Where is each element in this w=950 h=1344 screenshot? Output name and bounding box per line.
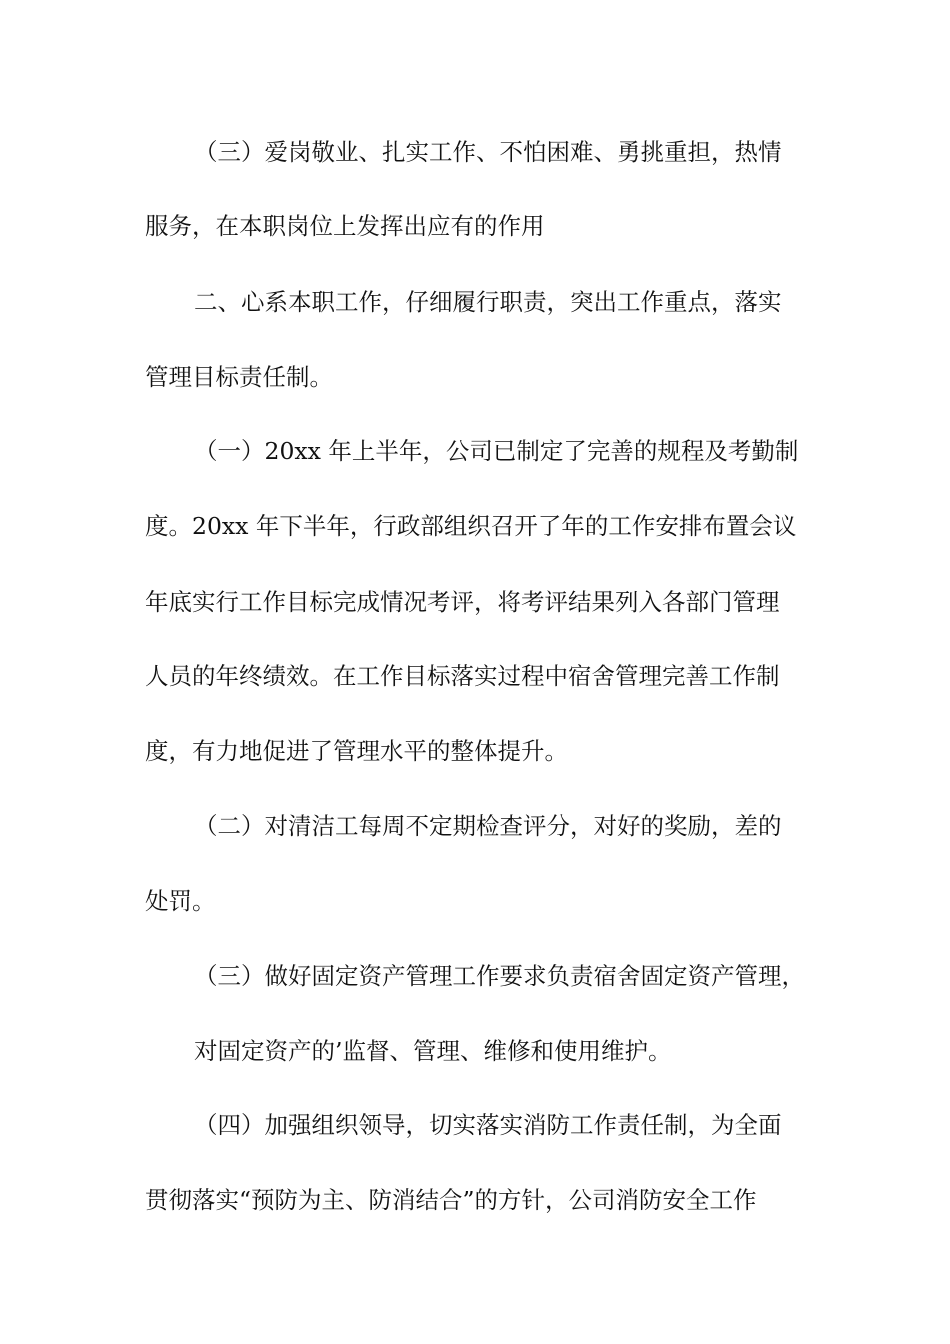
text-line: 二、心系本职工作，仔细履行职责，突出工作重点，落实 bbox=[194, 288, 782, 316]
text-line: 贯彻落实“预防为主、防消结合”的方针，公司消防安全工作 bbox=[145, 1186, 757, 1214]
text-line: 年底实行工作目标完成情况考评，将考评结果列入各部门管理 bbox=[145, 588, 780, 616]
text-line: （三）爱岗敬业、扎实工作、不怕困难、勇挑重担，热情 bbox=[194, 138, 782, 166]
text-line: （四）加强组织领导，切实落实消防工作责任制，为全面 bbox=[194, 1111, 782, 1139]
text-line: （三）做好固定资产管理工作要求负责宿舍固定资产管理， bbox=[194, 962, 805, 990]
text-line: 度。20xx 年下半年，行政部组织召开了年的工作安排布置会议 bbox=[145, 512, 797, 540]
text-line: 管理目标责任制。 bbox=[145, 363, 333, 391]
text-line: 处罚。 bbox=[145, 887, 216, 915]
text-line: 度，有力地促进了管理水平的整体提升。 bbox=[145, 737, 568, 765]
text-line: （二）对清洁工每周不定期检查评分，对好的奖励，差的 bbox=[194, 812, 782, 840]
text-line: 人员的年终绩效。在工作目标落实过程中宿舍管理完善工作制 bbox=[145, 662, 780, 690]
text-line: 服务，在本职岗位上发挥出应有的作用 bbox=[145, 212, 545, 240]
text-line: 对固定资产的’监督、管理、维修和使用维护。 bbox=[194, 1037, 672, 1065]
text-line: （一）20xx 年上半年，公司已制定了完善的规程及考勤制 bbox=[194, 437, 799, 465]
